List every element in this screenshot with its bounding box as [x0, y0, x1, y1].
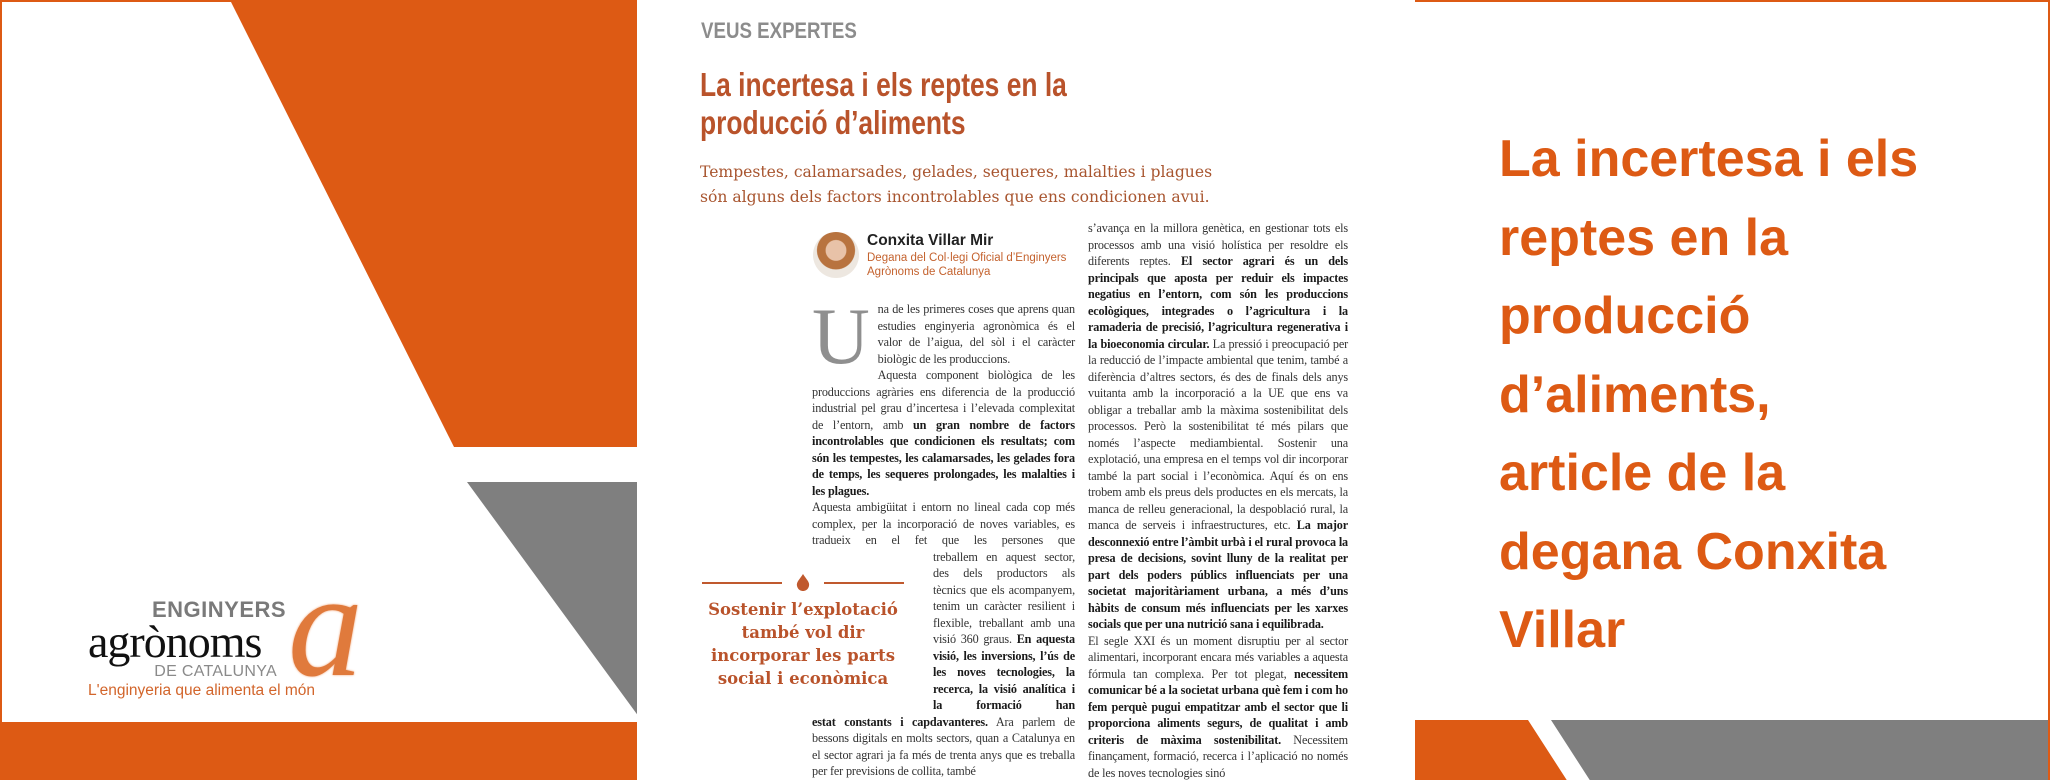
article-subtitle: [700, 160, 1212, 210]
section-label: VEUS EXPERTES: [701, 18, 857, 43]
body-column-1: [812, 301, 1075, 780]
body-text: [933, 549, 1075, 714]
text: s’avança en la millora genètica, en gestionar tots els processos amb una visió holística per resoldre els diferents reptes.: [1088, 221, 1348, 268]
logo-a-mark: a: [288, 550, 363, 700]
paragraph: [812, 714, 1075, 780]
paragraph: [1088, 633, 1348, 781]
leaf-icon: [796, 574, 810, 592]
author-role: [867, 251, 1066, 279]
article-title: [700, 66, 1067, 142]
gray-shape: [467, 482, 637, 717]
headline-line: Villar: [1499, 591, 1918, 670]
text: La pressió i preocupació per la reducció de l’impacte ambiental que tenim, també a diferència d’altres sectors, és des de finals dels anys vuitanta amb la incorporació a la UE que ens va obligar a treballar amb la màxima sostenibilitat dels processos. Però la sostenibilitat té més pilars que només l’aspecte mediambiental. Sostenir una explotació, una empresa en el temps vol dir incorporar també la part social i l’econòmica. Aquí és on ens trobem amb els preus dels productes en els mercats, la manca de relleu generacional, la despoblació rural, la manca de serveis i infraestructures, etc.: [1088, 337, 1348, 533]
headline-line: producció: [1499, 277, 1918, 356]
headline-line: La incertesa i els: [1499, 120, 1918, 199]
text: Aquesta component biològica de les produccions agràries ens diferencia de la producció industrial pel grau d’incertesa i l’elevada complexitat de l’entorn, amb: [812, 368, 1075, 432]
orange-footer-band: [2, 722, 637, 780]
headline-panel: [1415, 0, 2050, 780]
gray-footer-shape: [1551, 720, 2050, 780]
text: treballem en aquest sector, des dels productors als tècnics que els acompanyem, tenim un caràcter resilient i flexible, treballant amb una visió 360 graus.: [933, 550, 1075, 647]
body-text: [812, 714, 1075, 780]
pull-quote-text: [697, 598, 909, 690]
pull-quote-rule: [697, 574, 909, 592]
bold-text: estat constants i capdavanteres.: [812, 715, 988, 729]
headline-line: reptes en la: [1499, 199, 1918, 278]
text: El segle XXI és un moment disruptiu per al sector alimentari, incorporant encara més variables a aquesta fórmula tan complexa. Per tot plegat,: [1088, 634, 1348, 681]
brand-panel: [0, 0, 637, 780]
orange-shape: [231, 2, 637, 447]
article-page: [637, 0, 1415, 780]
subtitle-line: Tempestes, calamarsades, gelades, sequeres, malalties i plagues: [700, 160, 1212, 185]
author-name: Conxita Villar Mir: [867, 232, 993, 250]
bold-text: un gran nombre de factors incontrolables que condicionen els resultats; com són les tempestes, les calamarsades, les gelades fora de temps, les sequeres prolongades, les malalties i les plagues.: [812, 418, 1075, 498]
paragraph: [1088, 220, 1348, 633]
text: na de les primeres coses que aprens quan estudies enginyeria agronòmica és el valor de l’aigua, del sòl i el caràcter biològic de les produccions.: [878, 302, 1075, 366]
body-column-1-bottom: [812, 714, 1075, 780]
divider: [824, 582, 904, 584]
text: Aquesta ambigüitat i entorn no lineal cada cop més complex, per la incorporació de noves variables, es tradueix en el fet que les persones que: [812, 500, 1075, 547]
paragraph: [812, 499, 1075, 549]
author-avatar: [813, 232, 859, 278]
divider: [702, 582, 782, 584]
bold-text: necessitem comunicar bé a la societat urbana què fem i com ho fem perquè pugui empatitzar amb el sector que li proporciona aliments segurs, de qualitat i amb criteris de màxima sostenibilitat.: [1088, 667, 1348, 747]
pull-quote-line: social i econòmica: [697, 667, 909, 690]
paragraph: [812, 367, 1075, 499]
drop-cap: U: [812, 305, 870, 371]
body-text: [1088, 220, 1348, 781]
article-title-line: La incertesa i els reptes en la: [700, 66, 1067, 104]
pull-quote-line: incorporar les parts: [697, 644, 909, 667]
pull-quote-line: Sostenir l’explotació: [697, 598, 909, 621]
body-column-1-top: [812, 301, 1075, 549]
text: Necessitem finançament, formació, recerca i l’aplicació no només de les noves tecnologies sinó: [1088, 733, 1348, 780]
bold-text: El sector agrari és un dels principals que aposta per reduir els impactes negatius en l’entorn, com són les produccions ecològiques, integrades o l’agricultura i la ramaderia de precisió, l’agricultura regenerativa i la bioeconomia circular.: [1088, 254, 1348, 351]
logo-de-catalunya: DE CATALUNYA: [152, 664, 277, 680]
article-title-line: producció d’aliments: [700, 104, 1067, 142]
logo-agronoms: agrònoms: [88, 622, 261, 662]
headline: [1499, 120, 1918, 670]
logo-tagline: L'enginyeria que alimenta el món: [88, 682, 315, 699]
author-role-line: Degana del Col·legi Oficial d’Enginyers: [867, 251, 1066, 265]
headline-line: d’aliments,: [1499, 356, 1918, 435]
author-role-line: Agrònoms de Catalunya: [867, 265, 1066, 279]
pull-quote: [697, 549, 909, 690]
pull-quote-line: també vol dir: [697, 621, 909, 644]
bold-text: La major desconnexió entre l’àmbit urbà i el rural provoca la presa de decisions, sovint lluny de la realitat per part dels poders públics influenciats per una societat majoritàriament urbana, a més d’uns hàbits de consum més influenciats per les xarxes socials que per una nutrició sana i equilibrada.: [1088, 518, 1348, 631]
subtitle-line: són alguns dels factors incontrolables que ens condicionen avui.: [700, 185, 1212, 210]
body-column-1-wrap: [812, 549, 1075, 714]
logo-enginyers: ENGINYERS: [152, 599, 277, 621]
paragraph: [933, 549, 1075, 714]
bold-text: En aquesta visió, les inversions, l’ús de les noves tecnologies, la recerca, la visió analítica i la formació han: [933, 632, 1075, 712]
headline-line: degana Conxita: [1499, 513, 1918, 592]
orange-footer-shape: [1415, 720, 1568, 780]
headline-line: article de la: [1499, 434, 1918, 513]
body-column-2: [1088, 220, 1348, 781]
text: Ara parlem de bessons digitals en molts sectors, quan a Catalunya en el sector agrari ja fa més de trenta anys que es treballa per fer previsions de collita, també: [812, 715, 1075, 779]
